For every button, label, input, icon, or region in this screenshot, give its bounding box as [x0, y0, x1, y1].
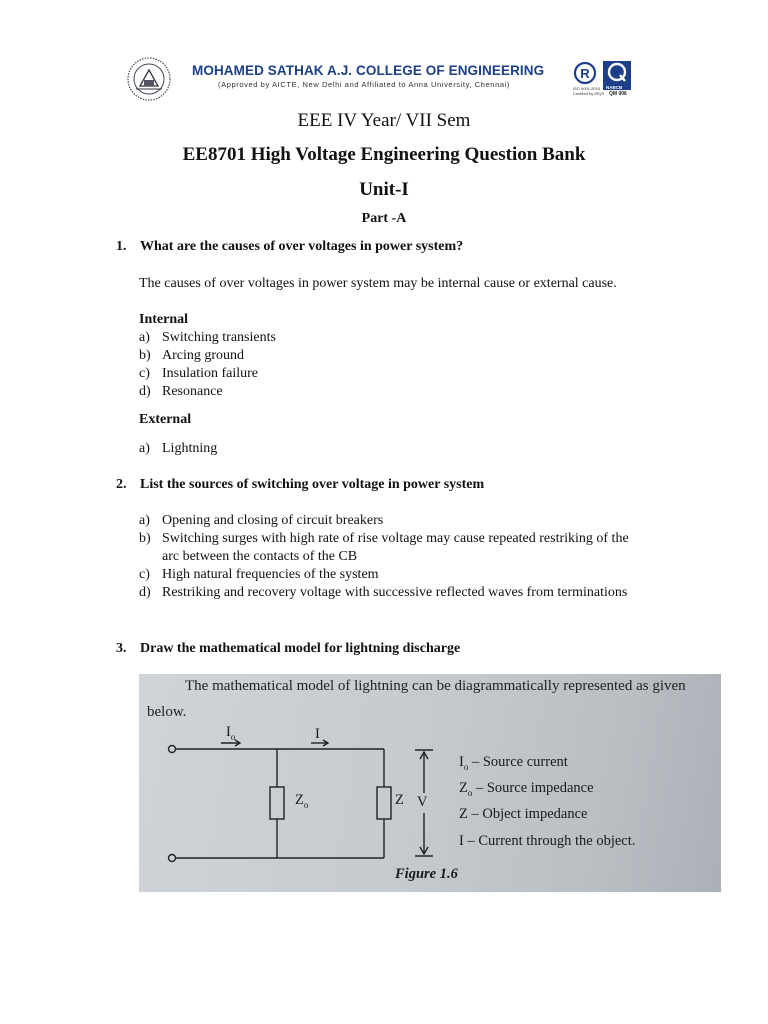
list-item-label: b)	[139, 348, 151, 363]
q1-answer: The causes of over voltages in power system may be internal cause or external cause.	[139, 276, 617, 291]
nabcb-badge: NABCB	[606, 85, 623, 90]
q3-number: 3.	[116, 641, 127, 656]
list-item-label: d)	[139, 585, 151, 600]
list-item-label: a)	[139, 513, 150, 528]
list-item-continuation: arc between the contacts of the CB	[162, 549, 358, 564]
cert-text-1: ISO 9001:2015	[573, 86, 600, 91]
label-voltage-symbol: V	[417, 794, 428, 810]
legend-item: I – Current through the object.	[459, 833, 636, 849]
circuit-diagram	[139, 674, 721, 892]
unit-heading: Unit-I	[359, 179, 409, 200]
list-item-label: c)	[139, 366, 150, 381]
list-item-label: d)	[139, 384, 151, 399]
label-object-current-symbol: I	[315, 726, 320, 742]
legend-item: Z – Object impedance	[459, 806, 588, 822]
q2-question: List the sources of switching over voltage in power system	[140, 477, 485, 492]
q1-external-heading: External	[139, 412, 192, 427]
year-heading: EEE IV Year/ VII Sem	[297, 110, 471, 131]
college-affiliation: (Approved by AICTE, New Delhi and Affiliated to Anna University, Chennai)	[218, 80, 510, 89]
list-item: Restriking and recovery voltage with successive reflected waves from terminations	[162, 585, 628, 600]
q1-number: 1.	[116, 239, 127, 254]
list-item-label: a)	[139, 441, 150, 456]
list-item: Switching transients	[162, 330, 276, 345]
list-item: Opening and closing of circuit breakers	[162, 513, 384, 528]
q1-internal-heading: Internal	[139, 312, 188, 327]
college-seal-logo	[126, 56, 172, 102]
list-item: Insulation failure	[162, 366, 259, 381]
list-item: Lightning	[162, 441, 218, 456]
list-item-label: a)	[139, 330, 150, 345]
cert-code: QM 006	[609, 91, 627, 97]
college-name: MOHAMED SATHAK A.J. COLLEGE OF ENGINEERING	[192, 63, 545, 78]
list-item: Switching surges with high rate of rise voltage may cause repeated restriking of the	[162, 531, 629, 546]
list-item: Resonance	[162, 384, 223, 399]
cert-text-2: Certified by IRQS	[573, 91, 605, 96]
list-item: Arcing ground	[162, 348, 245, 363]
q3-question: Draw the mathematical model for lightning discharge	[140, 641, 461, 656]
svg-text:R: R	[580, 66, 590, 81]
figure-caption-line-1: The mathematical model of lightning can be diagrammatically represented as given	[185, 678, 686, 694]
legend-item: $Z_o$ – Source impedance	[459, 780, 594, 798]
list-item-label: b)	[139, 531, 151, 546]
list-item-label: c)	[139, 567, 150, 582]
q2-number: 2.	[116, 477, 127, 492]
list-item: High natural frequencies of the system	[162, 567, 379, 582]
figure-caption-line-2: below.	[147, 704, 187, 720]
q1-question: What are the causes of over voltages in power system?	[140, 239, 464, 254]
certification-logo	[573, 60, 635, 98]
figure-number-label: Figure 1.6	[395, 866, 458, 882]
part-heading: Part -A	[361, 211, 407, 226]
label-source-impedance-symbol: $Z_o$	[295, 792, 309, 810]
label-object-impedance-symbol: Z	[395, 792, 404, 808]
lightning-model-figure	[139, 674, 721, 892]
legend-item: $I_o$ – Source current	[459, 754, 568, 772]
label-source-current-symbol: $I_o$	[226, 724, 236, 742]
course-title: EE8701 High Voltage Engineering Question Bank	[182, 144, 586, 165]
